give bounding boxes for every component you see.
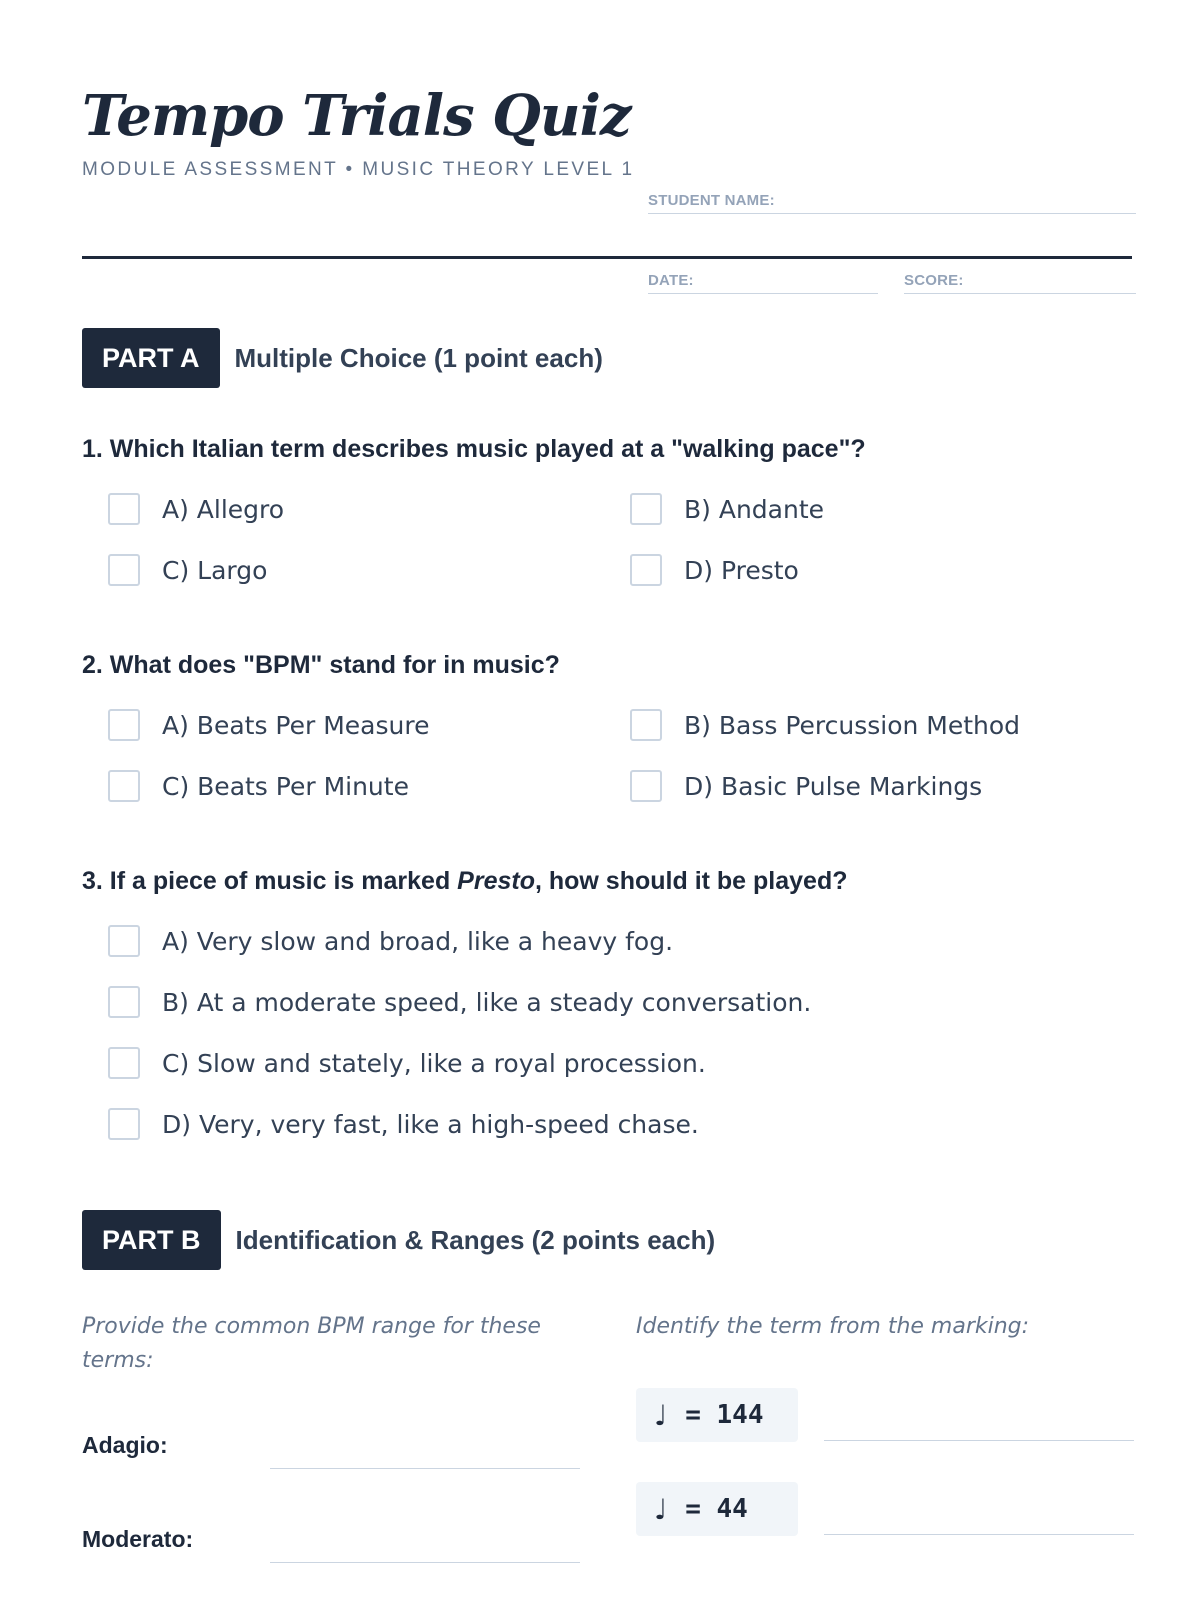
right-instruction: Identify the term from the marking: <box>636 1314 1030 1339</box>
q3-option-a[interactable] <box>108 924 673 958</box>
checkbox[interactable] <box>108 925 140 957</box>
part-b-header <box>82 1210 715 1270</box>
part-a-title: Multiple Choice (1 point each) <box>234 342 603 373</box>
tempo-marking <box>636 1388 798 1442</box>
option-label: B) Andante <box>684 494 825 524</box>
quiz-header <box>82 80 1132 289</box>
part-a-badge: PART A <box>82 328 220 388</box>
term-label: Moderato: <box>82 1526 194 1552</box>
student-name-label: STUDENT NAME: <box>648 192 775 209</box>
question-3-text-end: , how should it be played? <box>534 867 848 895</box>
answer-line[interactable] <box>824 1534 1134 1535</box>
option-label: B) Bass Percussion Method <box>684 710 1021 740</box>
term-label: Adagio: <box>82 1432 168 1458</box>
option-label: C) Largo <box>162 555 268 585</box>
checkbox[interactable] <box>630 709 662 741</box>
score-label: SCORE: <box>904 272 964 289</box>
option-label: A) Allegro <box>162 494 285 524</box>
left-instruction: Provide the common BPM range for these terms: <box>82 1314 541 1373</box>
quarter-note-icon: ♩ <box>654 1492 668 1526</box>
bpm-range-row <box>82 1506 582 1566</box>
option-label: C) Beats Per Minute <box>162 771 409 801</box>
question-2 <box>82 648 1132 801</box>
header-divider <box>82 256 1132 259</box>
bpm-range-instructions <box>82 1310 582 1378</box>
tempo-value: = 144 <box>685 1400 764 1430</box>
question-3-text-start: 3. If a piece of music is marked <box>82 867 458 895</box>
checkbox[interactable] <box>108 493 140 525</box>
part-b-badge: PART B <box>82 1210 221 1270</box>
tempo-value: = 44 <box>685 1494 748 1524</box>
quiz-subtitle: MODULE ASSESSMENT • MUSIC THEORY LEVEL 1 <box>82 159 635 180</box>
question-1 <box>82 432 1132 585</box>
checkbox[interactable] <box>108 1108 140 1140</box>
checkbox[interactable] <box>108 986 140 1018</box>
option-label: D) Very, very fast, like a high-speed chase. <box>162 1109 699 1139</box>
answer-line[interactable] <box>824 1440 1134 1441</box>
student-name-field[interactable] <box>648 184 1136 214</box>
checkbox[interactable] <box>630 554 662 586</box>
score-field[interactable] <box>904 264 1136 294</box>
part-b-title: Identification & Ranges (2 points each) <box>235 1224 716 1255</box>
q2-option-d[interactable] <box>630 769 982 803</box>
q3-option-c[interactable] <box>108 1046 706 1080</box>
quarter-note-icon: ♩ <box>654 1398 668 1432</box>
bpm-range-row <box>82 1412 582 1472</box>
option-label: D) Presto <box>684 555 799 585</box>
question-2-text: 2. What does "BPM" stand for in music? <box>82 651 560 679</box>
q3-option-b[interactable] <box>108 985 811 1019</box>
q2-option-b[interactable] <box>630 708 1020 742</box>
q1-option-b[interactable] <box>630 492 824 526</box>
option-label: D) Basic Pulse Markings <box>684 771 983 801</box>
question-3-text <box>82 864 1132 898</box>
option-label: B) At a moderate speed, like a steady conversation. <box>162 987 812 1017</box>
q1-option-c[interactable] <box>108 553 267 587</box>
tempo-marking-row <box>636 1388 1136 1442</box>
q1-option-d[interactable] <box>630 553 799 587</box>
q1-option-a[interactable] <box>108 492 284 526</box>
checkbox[interactable] <box>108 709 140 741</box>
checkbox[interactable] <box>108 770 140 802</box>
checkbox[interactable] <box>630 493 662 525</box>
option-label: C) Slow and stately, like a royal procession. <box>162 1048 706 1078</box>
q2-option-a[interactable] <box>108 708 429 742</box>
part-a-header <box>82 328 603 388</box>
question-3 <box>82 864 1132 1139</box>
question-3-term: Presto <box>457 867 535 895</box>
tempo-marking <box>636 1482 798 1536</box>
option-label: A) Beats Per Measure <box>162 710 430 740</box>
question-1-text: 1. Which Italian term describes music played at a "walking pace"? <box>82 435 866 463</box>
quiz-title: Tempo Trials Quiz <box>82 83 631 149</box>
date-field[interactable] <box>648 264 878 294</box>
checkbox[interactable] <box>108 1047 140 1079</box>
tempo-marking-row <box>636 1482 1136 1536</box>
checkbox[interactable] <box>630 770 662 802</box>
q2-option-c[interactable] <box>108 769 409 803</box>
term-identification-instructions <box>636 1310 1136 1344</box>
q3-option-d[interactable] <box>108 1107 699 1141</box>
date-label: DATE: <box>648 272 694 289</box>
checkbox[interactable] <box>108 554 140 586</box>
answer-line[interactable] <box>270 1468 580 1469</box>
option-label: A) Very slow and broad, like a heavy fog. <box>162 926 674 956</box>
answer-line[interactable] <box>270 1562 580 1563</box>
